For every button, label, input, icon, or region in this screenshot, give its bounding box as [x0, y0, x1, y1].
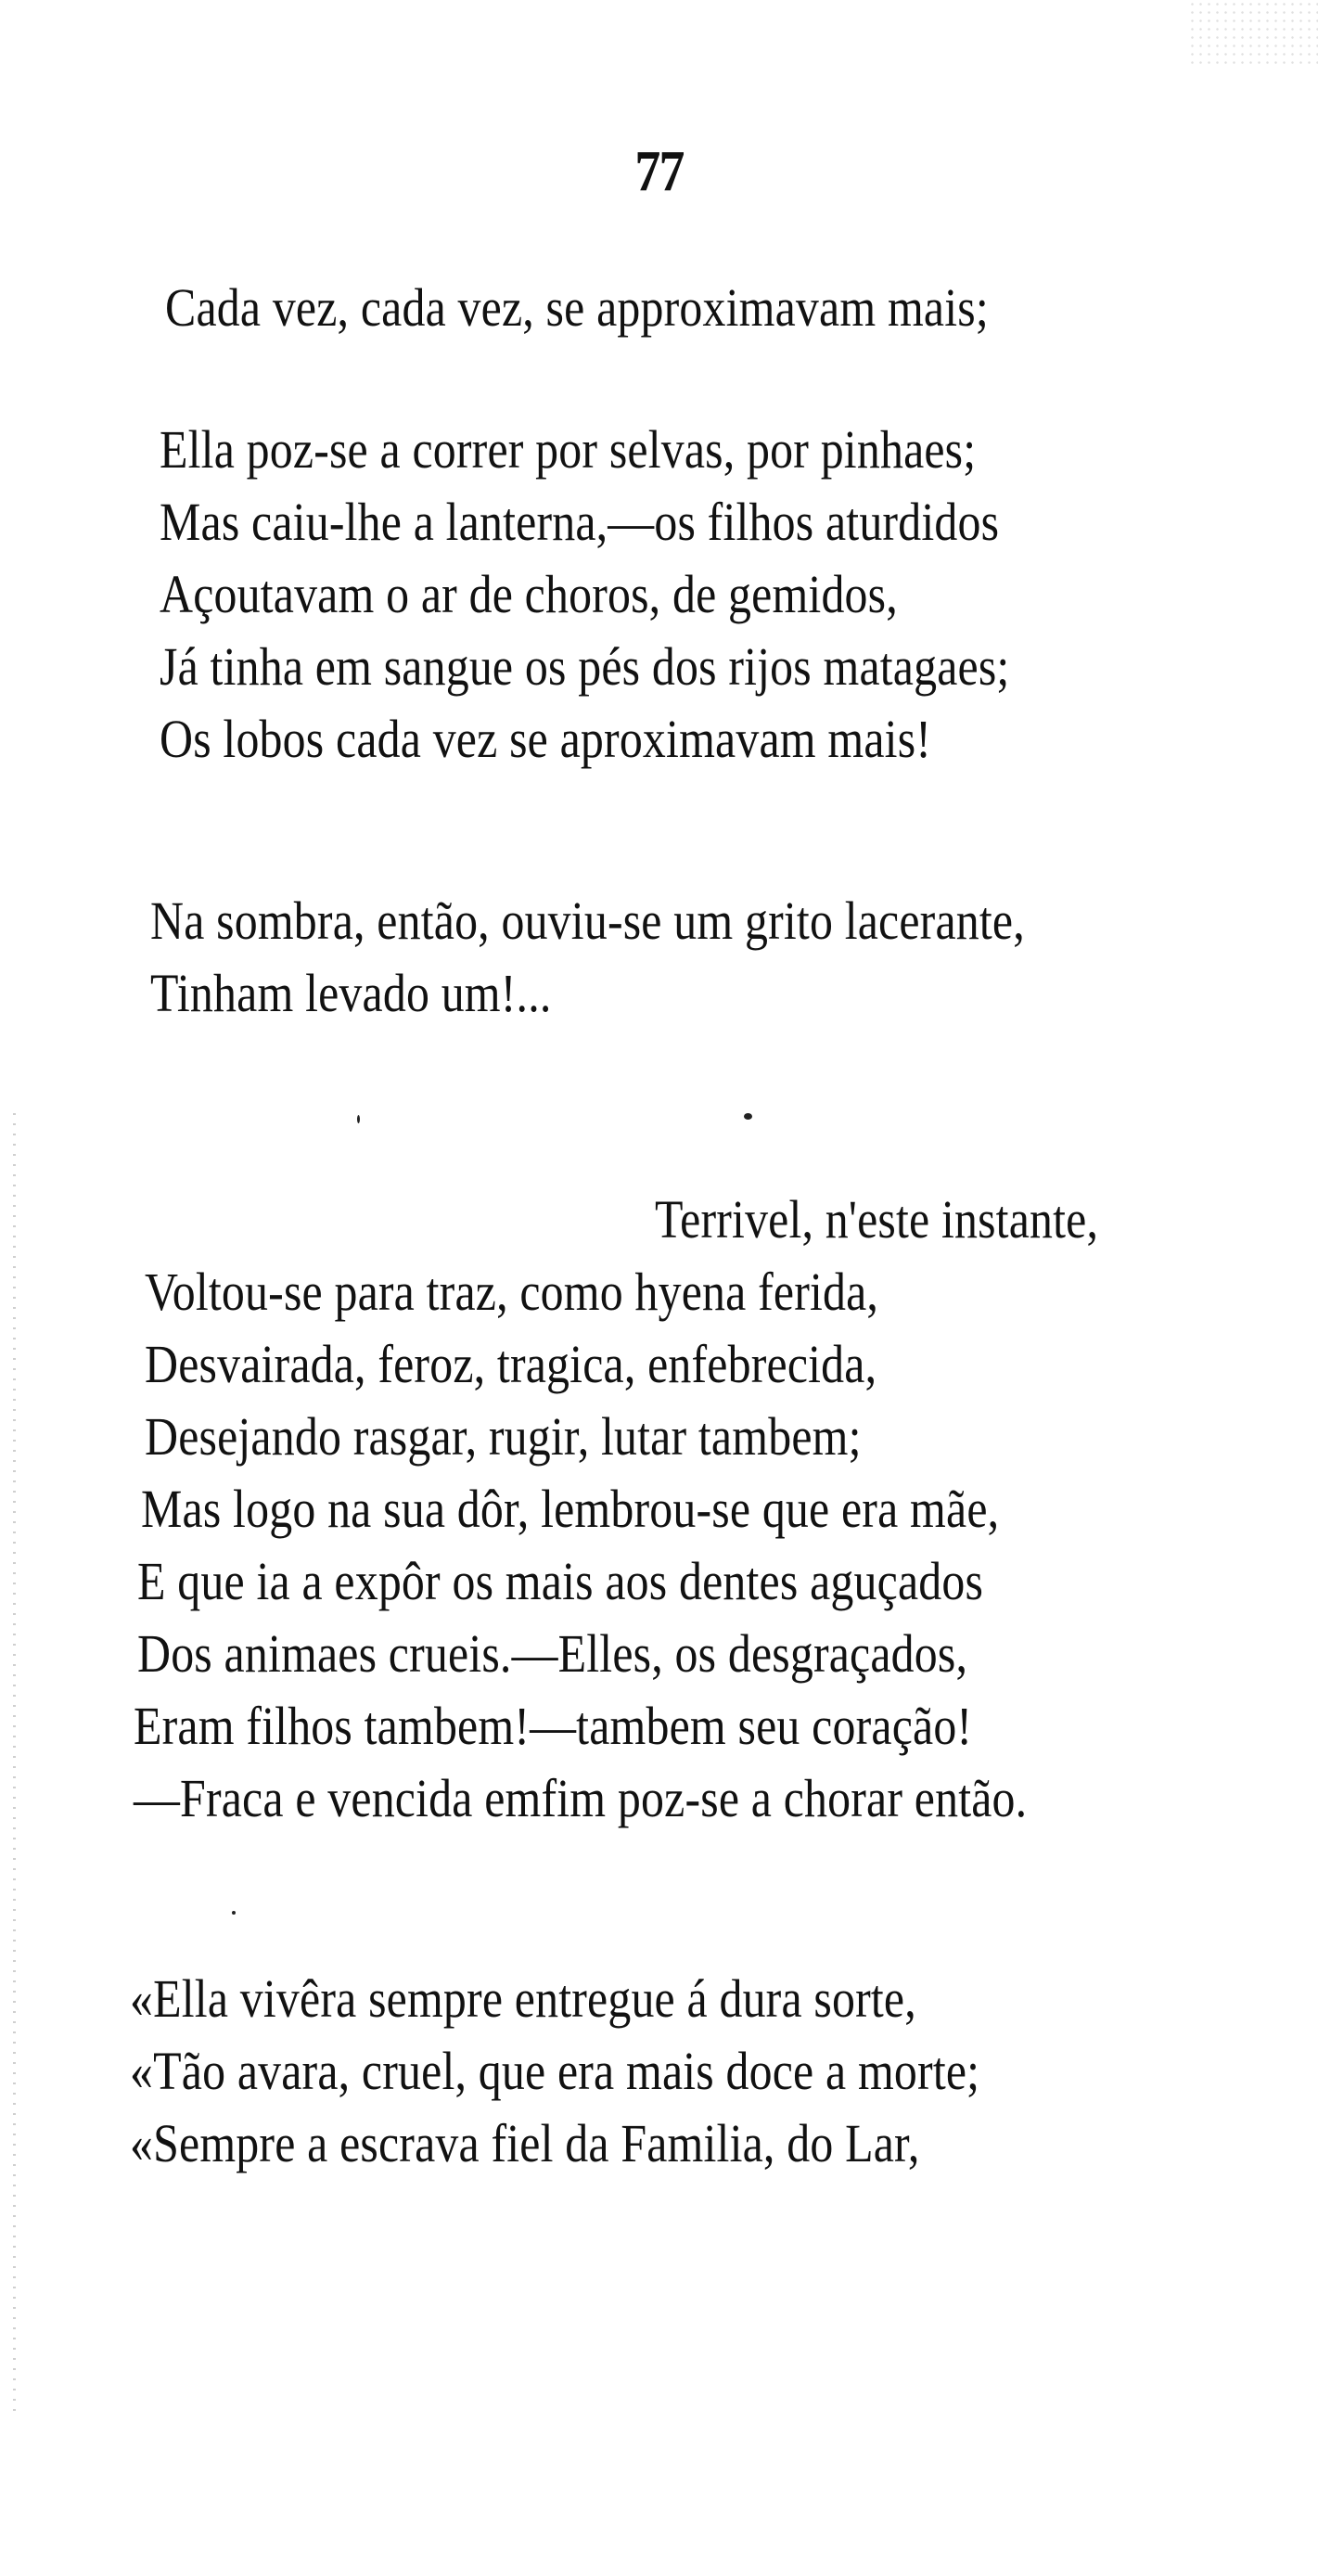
poem-line: Dos animaes crueis.—Elles, os desgraçados, [137, 1623, 968, 1684]
poem-line: Açoutavam o ar de choros, de gemidos, [160, 564, 898, 624]
poem-line: «Tão avara, cruel, que era mais doce a morte; [130, 2041, 980, 2101]
scan-noise [1188, 0, 1318, 65]
poem-line: Na sombra, então, ouviu-se um grito lacerante, [150, 891, 1025, 951]
poem-line: —Fraca e vencida emfim poz-se a chorar então. [134, 1768, 1028, 1828]
poem-line: Ella poz-se a correr por selvas, por pinhaes; [160, 419, 977, 480]
poem-line: Voltou-se para traz, como hyena ferida, [145, 1262, 879, 1322]
poem-line: Desvairada, feroz, tragica, enfebrecida, [145, 1334, 877, 1394]
ink-speck [357, 1115, 360, 1123]
ink-speck [744, 1113, 752, 1120]
poem-line: Eram filhos tambem!—tambem seu coração! [134, 1696, 973, 1756]
poem-line: Já tinha em sangue os pés dos rijos matagaes; [160, 636, 1010, 697]
page-number: 77 [634, 140, 684, 203]
ink-speck [232, 1911, 236, 1915]
poem-line: Tinham levado um!... [150, 963, 552, 1023]
poem-line: E que ia a expôr os mais aos dentes aguçados [137, 1551, 984, 1611]
poem-line: Cada vez, cada vez, se approximavam mais; [165, 277, 989, 338]
poem-line: Mas logo na sua dôr, lembrou-se que era mãe, [141, 1479, 1000, 1539]
poem-line: «Ella vivêra sempre entregue á dura sorte, [130, 1968, 916, 2029]
poem-line: Terrivel, n'este instante, [655, 1189, 1099, 1250]
scan-edge-marks [13, 1113, 16, 2412]
poem-line: «Sempre a escrava fiel da Familia, do Lar, [130, 2113, 920, 2173]
poem-line: Desejando rasgar, rugir, lutar tambem; [145, 1406, 862, 1467]
poem-line: Os lobos cada vez se aproximavam mais! [160, 709, 932, 769]
poem-line: Mas caiu-lhe a lanterna,—os filhos aturdidos [160, 492, 1000, 552]
